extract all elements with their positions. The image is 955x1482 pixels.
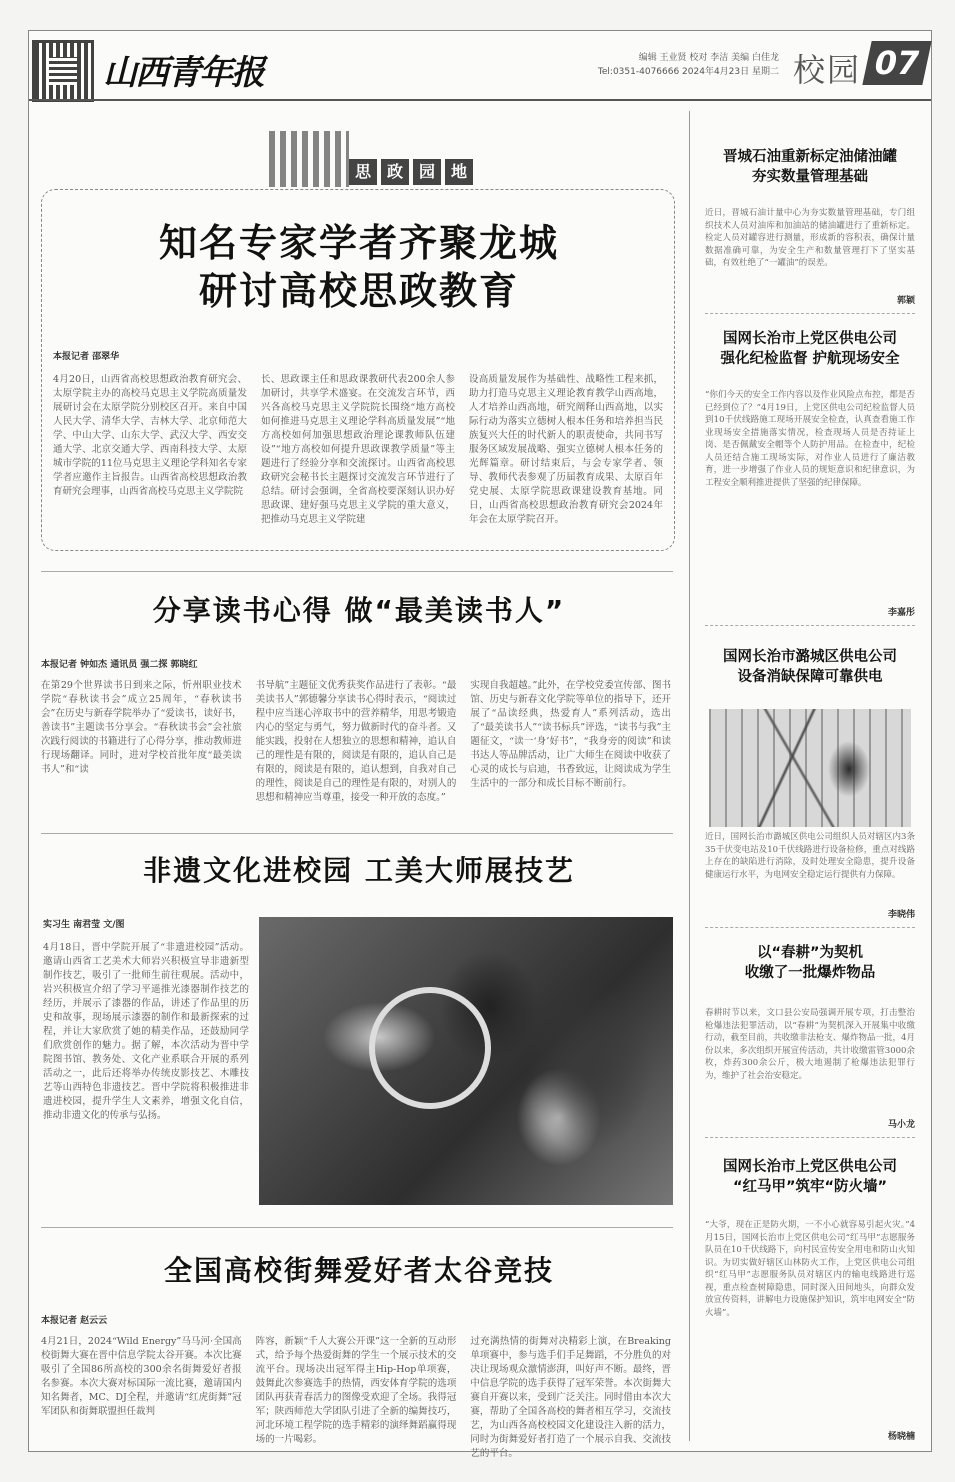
column-divider [689, 111, 690, 1441]
sidebar-divider [705, 625, 915, 626]
divider [41, 833, 673, 834]
banner-char: 政 [381, 159, 409, 185]
sidebar-divider [705, 927, 915, 928]
newspaper-page [28, 30, 932, 1459]
banner-char: 思 [349, 159, 377, 185]
sidebar-title: 国网长治市上党区供电公司 “红马甲”筑牢“防火墙” [723, 1159, 897, 1195]
section-banner [269, 131, 489, 187]
article1-body [53, 373, 663, 541]
article1-title: 知名专家学者齐聚龙城 研讨高校思政教育 [158, 221, 559, 313]
lineman-repair-photo [709, 709, 911, 827]
article1-col3: 设高质量发展作为基础性、战略性工程来抓，助力打造马克思主义理论教育教学山西高地，人才培养山西高地，研究阐释山西高地，以实际行动为落实立德树人根本任务和培养担当民族复兴大任的时代新人的职责使命，共同书写服务区域发展战略、强实立德树人根本任务的光辉篇章。研讨结束后，与会专家学者、领导、教师代表参观了历届教育成果、太原百年党史展、太原学院思政课建设教育基地。同日，山西省高校思想政治教育研究会2024年年会在太原学院召开。 [469, 374, 663, 525]
article3-body [43, 941, 249, 1203]
article2-col3: 实现自我超越。”此外，在学校党委宣传部、图书馆、历史与新春文化学院等单位的指导下，还开展了“品读经典，热爱育人”系列活动，选出了“最美读书人”“读书标兵”评选，“读书与我”主题征文，“读一‘身’好书”，“我身旁的阅读”和读书达人等品牌活动，让广大师生在阅读中收获了心灵的成长与启迪，书香致远，让阅读成为学生生活中的一部分和成长目标不断前行。 [470, 680, 672, 789]
article4-col3: 过充满热情的街舞对决精彩上演，在Breaking单项赛中，参与选手们手足舞蹈，不分胜负的对决让现场观众激情澎湃，叫好声不断。最终，晋中信息学院的选手获得了冠军荣誉。本次街舞大赛自开赛以来，受到广泛关注。同时借由本次大赛，帮助了全国各高校的舞者相互学习，交流技艺，为山西各高校校园文化建设注入新的活力，同时为街舞爱好者打造了一个展示自我、交流技艺的平台。 [470, 1336, 672, 1459]
article4-byline: 本报记者 赵云云 [41, 1316, 108, 1326]
sidebar-author: 杨晓楠 [887, 1432, 915, 1442]
students-viewing-craft-photo [259, 917, 673, 1205]
qr-code-icon [35, 43, 91, 99]
article2-title: 分享读书心得 做“最美读书人” [152, 594, 566, 627]
section-name: 校园 [793, 51, 862, 89]
divider [41, 1227, 673, 1228]
sidebar-author: 马小龙 [887, 1120, 915, 1130]
article2-body [41, 679, 671, 821]
masthead-editors: 编辑 王业贤 校对 李洁 美编 白佳龙 [638, 53, 779, 63]
article1-col1: 4月20日，山西省高校思想政治教育研究会、太原学院主办的高校马克思主义学院高质量发展研讨会在太原学院分别校区召开。来自中国人民大学、清华大学、吉林大学、北京师范大学、中山大学、山东大学、武汉大学、西安交通大学、北京交通大学、西南科技大学、太原城市学院的11位马克思主义理论学科知名专家学者应邀作主旨报告。山西省高校思想政治教育研究会理事，山西省高校马克思主义学院院 [53, 374, 247, 497]
sidebar-author: 郭颖 [896, 296, 915, 306]
sidebar-text: 近日，国网长治市潞城区供电公司组织人员对辖区内3条35千伏变电站及10千伏线路进行设备检修，重点对线路上存在的缺陷进行消除，及时处理安全隐患，提升设备健康运行水平，为电网安全稳定运行提供有力保障。 [705, 832, 915, 880]
sidebar-text: 近日，晋城石油计量中心为夯实数量管理基础，专门组织技术人员对油库和加油站的储油罐进行了重新标定。检定人员对罐容进行测量，形成新的容积表，确保计量数据准确可靠，为安全生产和数量管理打下了坚实基础，有效杜绝了“一罐油”的误差。 [705, 208, 915, 268]
article3-text: 4月18日，晋中学院开展了“非遗进校园”活动。邀请山西省工艺美术大师岩兴积极宣导非遗新型制作技艺，吸引了一批师生前往观展。活动中，岩兴积极宣介绍了学习平遥推光漆器制作技艺的经历，并展示了漆器的作品，讲述了作品里的历史和故事，现场展示漆器的制作和最新探索的过程，并让大家欣赏了她的精美作品，还鼓励同学们欣赏创作的魅力。据了解，本次活动为晋中学院图书馆、教务处、文化产业系联合开展的系列活动之一，此后还将举办传统皮影技艺、木雕技艺等山西特色非遗技艺。晋中学院将积极推进非遗进校园，提升学生人文素养，增强文化自信，推动非遗文化的传承与弘扬。 [43, 942, 249, 1121]
sidebar-text: “大爷，现在正是防火期，一不小心就容易引起火灾。”4月15日，国网长治市上党区供电公司“红马甲”志愿服务队员在10千伏线路下，向村民宣传安全用电和防山火知识。为切实做好辖区山林防火工作，上党区供电公司组织“红马甲”志愿服务队员对辖区内的输电线路进行巡视，重点检查树障隐患，同时深入田间地头，向群众发放宣传资料，讲解电力设施保护知识，筑牢电网安全“防火墙”。 [705, 1220, 915, 1318]
masthead-logo: 山西青年报 [103, 53, 263, 93]
sidebar-text: “你们今天的安全工作内容以及作业风险点布控，都是否已经到位了？”4月19日，上党区供电公司纪检监督人员到10千伏线路施工现场开展安全检查，认真查看施工作业现场安全措施落实情况，检查现场人员是否持证上岗、是否佩戴安全帽等个人防护用品。在检查中，纪检人员还结合施工现场实际，对作业人员进行了廉洁教育，进一步增强了作业人员的规矩意识和纪律意识，为工程安全顺利推进提供了坚强的纪律保障。 [705, 390, 915, 488]
article4-col2: 阵容，新颖“千人大赛公开课”这一全新的互动形式，给予每个热爱街舞的学生一个展示技术的交流平台。现场决出冠军得主Hip-Hop单项赛，鼓舞此次参赛选手的热情，西安体育学院的选项团队再获青春活力的图像受欢迎了全场。我得冠军；陕西师范大学团队引进了全新的编舞技巧，河北环境工程学院的选手精彩的演绎舞蹈赢得现场的一片喝彩。 [255, 1336, 457, 1445]
building-graphic-icon [269, 131, 349, 187]
sidebar-text: 春耕时节以来，文口县公安局强调开展专项，打击整治枪爆违法犯罪活动，以“春耕”为契机深入开展集中收缴行动，截至目前，共收缴非法枪支、爆炸物品一批，4月份以来，多次组织开展宣传活动，共计收缴雷管3000余枚，炸药300余公斤，极大地遏制了枪爆违法犯罪行为，维护了社会治安稳定。 [705, 1008, 915, 1081]
sidebar-title: 以“春耕”为契机 收缴了一批爆炸物品 [744, 945, 876, 981]
article3-title: 非遗文化进校园 工美大师展技艺 [143, 854, 575, 887]
sidebar-author: 李晓伟 [887, 910, 915, 920]
article3-byline: 实习生 南君莹 文/图 [43, 920, 125, 930]
article4-col1: 4月21日，2024“Wild Energy”马马河·全国高校街舞大赛在晋中信息学院太谷开赛。本次比赛吸引了全国86所高校的300余名街舞爱好者报名参赛。本次大赛对标国际一流比赛，邀请国内知名舞者，MC、DJ全程，并邀请“红虎街舞”冠军团队和街舞联盟担任裁判 [41, 1336, 242, 1417]
article4-title: 全国高校街舞爱好者太谷竞技 [163, 1254, 554, 1287]
divider [41, 571, 673, 572]
sidebar-author: 李嘉彤 [887, 608, 915, 618]
article2-col1: 在第29个世界读书日到来之际，忻州职业技术学院“春秋读书会”成立25周年，“春秋读书会”在历史与新春学院举办了“爱读书，读好书，善读书”主题读书分享会。“春秋读书会”会社旅次践行阅读的书籍进行了心得分享，推动教师进行现场翻译。同时，进对学校首批年度“最美读书人”和“读 [41, 680, 242, 775]
sidebar-title: 国网长治市上党区供电公司 强化纪检监督 护航现场安全 [720, 331, 900, 367]
banner-char: 园 [413, 159, 441, 185]
article4-body [41, 1335, 672, 1459]
article1-byline: 本报记者 邵翠华 [53, 352, 120, 362]
sidebar-divider [705, 1137, 915, 1138]
article1-col2: 长、思政课主任和思政课教研代表200余人参加研讨，共享学术盛宴。在交流发言环节，西兴各高校马克思主义学院院长围绕“地方高校如何推进马克思主义理论学科高质量发展”“地方高校如何加强思想政治理论课教师队伍建设”“地方高校如何提升思政课教学质量”等主题进行了经验分享和交流探讨。山西省高校思政研究会秘书长主题探讨交流发言环节进行了总结。研讨会强调，全省高校要深刻认识办好思政课、建好强马克思主义学院的重大意义，把推动马克思主义学院建 [261, 374, 455, 525]
page-number: 07 [862, 41, 931, 85]
banner-char: 地 [445, 159, 473, 185]
masthead-info [559, 51, 779, 79]
sidebar-title: 晋城石油重新标定油储油罐 夯实数量管理基础 [723, 149, 897, 185]
craft-ring-object [369, 987, 491, 1109]
sidebar-divider [705, 313, 915, 314]
masthead-tel-date: Tel:0351-4076666 2024年4月23日 星期二 [597, 67, 779, 77]
sidebar-title: 国网长治市潞城区供电公司 设备消缺保障可靠供电 [723, 649, 897, 685]
article2-byline: 本报记者 钟如杰 通讯员 强二探 郭晓红 [41, 660, 198, 670]
header-rule [29, 99, 931, 101]
article2-col2: 书导航”主题征文优秀获奖作品进行了表彰。“最美读书人”郭德馨分享读书心得时表示，“阅读过程中应当迷心淬取书中的营养精华，用思考锻造内心的坚定与勇气，努力做新时代的奋斗者。又能实践，投射在人想独立的思想和精神，追认自己的理性是有限的，阅读是有限的，追认自己是有限的，阅读是有限的，追认想到，自我对自己的理性，阅读是自己的理性是有限的，对别人的思想和精神应当尊重，接受一种开放的态度。” [255, 680, 457, 803]
